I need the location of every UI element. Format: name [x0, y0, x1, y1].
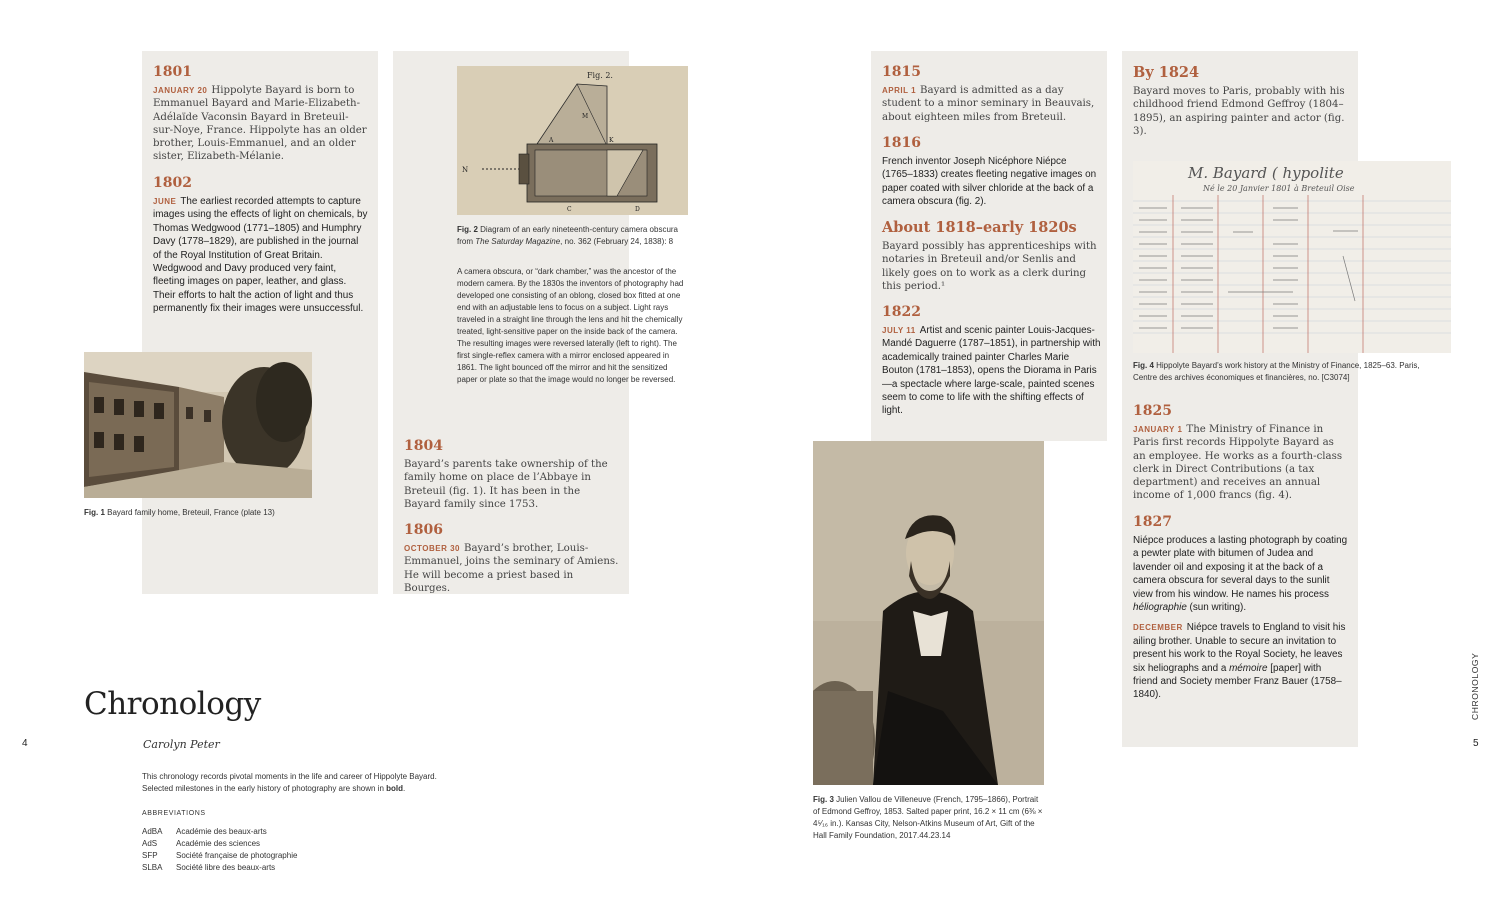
fig2-diagram	[457, 66, 688, 215]
abbr-row	[142, 850, 442, 862]
entry-text: Bayard’s parents take ownership of the family home on place de l’Abbaye in Breteuil (fig. 1). It has been in the Bayard family since 1753.	[404, 459, 608, 510]
intro-line-2-end: .	[403, 784, 406, 793]
camera-obscura-text: A camera obscura, or “dark chamber,” was the ancestor of the modern camera. By the 1830s the inventors of photography had developed one consisting of an oblong, closed box fitted at one end with an adjustable lens to focus on a subject. Light rays traveled in a straight line through the lens and hit the chemically treated, light-sensitive paper on the inside back of the camera. The resulting images were reversed laterally (left to right). The first single-reflex camera with a mirror enclosed appeared in 1861. The light bounced off the mirror and hit the sensitized paper or plate so that the image would no longer be reversed.	[457, 267, 684, 384]
fig-label: Fig. 4	[1133, 361, 1154, 370]
caption-text-post: , no. 362 (February 24, 1838): 8	[560, 237, 674, 246]
intro-bold: bold	[386, 784, 404, 793]
date-label: JANUARY 20	[153, 86, 208, 95]
entry-1827	[1133, 514, 1348, 702]
entry-1801	[153, 64, 368, 164]
abbr-full: Société libre des beaux-arts	[176, 863, 276, 872]
year-heading: By 1824	[1133, 64, 1200, 81]
page-number-left: 4	[22, 738, 28, 749]
fig2-caption	[457, 224, 689, 248]
fig-label: Fig. 1	[84, 508, 105, 517]
entry-text: The earliest recorded attempts to capture images using the effects of light on chemicals, by Thomas Wedgwood (1771–1805) and Humphry Davy (1778–1829), are published in the journal of the Royal Institution of Great Britain. Wedgwood and Davy produced very faint, fleeting images on paper, leather, and glass. Their efforts to halt the action of light and thus permanently fix their images were unsuccessful.	[153, 196, 368, 315]
drawing-label: Fig. 2.	[587, 71, 613, 80]
page-number-right: 5	[1473, 738, 1479, 749]
entry-text: French inventor Joseph Nicéphore Niépce (1765–1833) creates fleeting negative images on paper coated with silver chloride at the back of a camera obscura (fig. 2).	[882, 156, 1097, 208]
caption-italic: The Saturday Magazine	[475, 237, 561, 246]
intro-line-2: Selected milestones in the early history of photography are shown in	[142, 784, 387, 793]
entry-1818	[882, 219, 1097, 293]
caption-text: Bayard family home, Breteuil, France (plate 13)	[107, 508, 275, 517]
abbr-row	[142, 826, 442, 838]
ledger-heading: M. Bayard ( hypolite	[1188, 164, 1344, 182]
entry-1815	[882, 64, 1097, 124]
date-label: OCTOBER 30	[404, 544, 460, 553]
year-heading: 1825	[1133, 403, 1172, 419]
abbr: AdS	[142, 839, 158, 848]
entry-italic: héliographie	[1133, 602, 1187, 614]
entry-1804	[404, 438, 619, 511]
entry-text: Artist and scenic painter Louis-Jacques-Mandé Daguerre (1787–1851), in partnership with academically trained painter Charles Marie Bouton (1781–1853), opens the Diorama in Paris—a spectacle where large-scale, painted scenes seem to come to life with the shifting effects of light.	[882, 325, 1101, 417]
fig4-caption	[1133, 360, 1433, 384]
abbreviations	[142, 808, 442, 874]
entry-text: Hippolyte Bayard is born to Emmanuel Bayard and Marie-Elizabeth-Adélaïde Vaconsin Bayard in Breteuil-sur-Noye, France. Hippolyte has an older brother, Louis-Emmanuel, and an older sister, Elizabeth-Mélanie.	[153, 85, 367, 163]
fig4-ledger	[1133, 161, 1451, 353]
caption-text: Julien Vallou de Villeneuve (French, 1795–1866), Portrait of Edmond Geffroy, 1853. Salted paper print, 16.2 × 11 cm (6⅜ × 4⁵⁄₁₆ in.). Kansas City, Nelson-Atkins Museum of Art, Gift of the Hall Family Foundation, 2017.44.23.14	[813, 795, 1043, 840]
fig3-caption	[813, 794, 1045, 842]
abbr: SLBA	[142, 863, 163, 872]
fig-label: Fig. 2	[457, 225, 478, 234]
entry-italic: mémoire	[1229, 662, 1268, 674]
intro-line-1: This chronology records pivotal moments in the life and career of Hippolyte Bayard.	[142, 772, 437, 781]
svg-text:K: K	[609, 137, 614, 144]
fig1-photo	[84, 352, 312, 498]
ledger-subheading: Né le 20 Janvier 1801 à Breteuil Oise	[1203, 184, 1355, 193]
year-heading: 1816	[882, 135, 921, 151]
date-label: DECEMBER	[1133, 623, 1183, 633]
entry-1822	[882, 304, 1102, 418]
entry-text: Bayard possibly has apprenticeships with notaries in Breteuil and/or Senlis and likely goes on to work as a clerk during this period.¹	[882, 241, 1097, 292]
abbr-full: Académie des beaux-arts	[176, 827, 267, 836]
entry-text: The Ministry of Finance in Paris first records Hippolyte Bayard as an employee. He works as a fourth-class clerk in Direct Contributions (a tax department) and receives an annual income of 1,000 francs (fig. 4).	[1133, 424, 1343, 502]
author-name: Carolyn Peter	[143, 738, 220, 751]
year-heading: 1801	[153, 64, 192, 80]
abbr-row	[142, 862, 442, 874]
fig1-caption	[84, 507, 344, 519]
svg-text:D: D	[635, 206, 640, 213]
fig3-photo	[813, 441, 1044, 785]
fig-label: Fig. 3	[813, 795, 834, 804]
running-head: CHRONOLOGY	[1470, 652, 1480, 720]
date-label: APRIL 1	[882, 86, 917, 95]
entry-1825	[1133, 403, 1348, 503]
abbr-heading: ABBREVIATIONS	[142, 810, 206, 817]
svg-text:M: M	[582, 113, 589, 120]
abbr: AdBA	[142, 827, 163, 836]
caption-text: Hippolyte Bayard’s work history at the Ministry of Finance, 1825–63. Paris, Centre des archives économiques et financières, no. [C3074]	[1133, 361, 1420, 382]
entry-1824	[1133, 64, 1348, 138]
entry-text-post: [paper] with friend and Society member Franz Bauer (1758–1840).	[1133, 662, 1342, 701]
year-heading: 1806	[404, 522, 443, 538]
svg-text:A: A	[549, 137, 554, 144]
entry-1802	[153, 175, 368, 316]
date-label: JUNE	[153, 197, 177, 206]
entry-text-post: (sun writing).	[1186, 602, 1247, 614]
year-heading: 1802	[153, 175, 192, 191]
caption-text: Diagram of an early nineteenth-century camera obscura from	[457, 225, 679, 246]
abbr-full: Société française de photographie	[176, 851, 298, 860]
page-title: Chronology	[84, 686, 261, 722]
year-heading: 1827	[1133, 514, 1172, 530]
abbr-full: Académie des sciences	[176, 839, 261, 848]
year-heading: 1815	[882, 64, 921, 80]
intro-text	[142, 771, 502, 795]
abbr-row	[142, 838, 442, 850]
year-heading: About 1818–early 1820s	[882, 219, 1077, 236]
date-label: JULY 11	[882, 326, 916, 335]
entry-text: Niépce travels to England to visit his ailing brother. Unable to secure an invitation to present his work to the Royal Society, he leaves six heliographs and a	[1133, 622, 1346, 674]
entry-1816	[882, 135, 1097, 209]
svg-text:C: C	[567, 206, 572, 213]
year-heading: 1804	[404, 438, 443, 454]
entry-text: Bayard’s brother, Louis-Emmanuel, joins the seminary of Amiens. He will become a priest based in Bourges.	[404, 543, 619, 594]
entry-text: Bayard moves to Paris, probably with his childhood friend Edmond Geffroy (1804–1895), an aspiring painter and actor (fig. 3).	[1133, 86, 1345, 137]
svg-text:N: N	[462, 166, 469, 174]
abbr: SFP	[142, 851, 158, 860]
entry-text: Bayard is admitted as a day student to a minor seminary in Beauvais, about eighteen miles from Breteuil.	[882, 85, 1095, 123]
year-heading: 1822	[882, 304, 921, 320]
date-label: JANUARY 1	[1133, 425, 1183, 434]
entry-text: Niépce produces a lasting photograph by coating a pewter plate with bitumen of Judea and lavender oil and exposing it at the back of a camera obscura for several days to the sunlit view from his window. He names his process	[1133, 535, 1348, 600]
entry-1806	[404, 522, 619, 595]
